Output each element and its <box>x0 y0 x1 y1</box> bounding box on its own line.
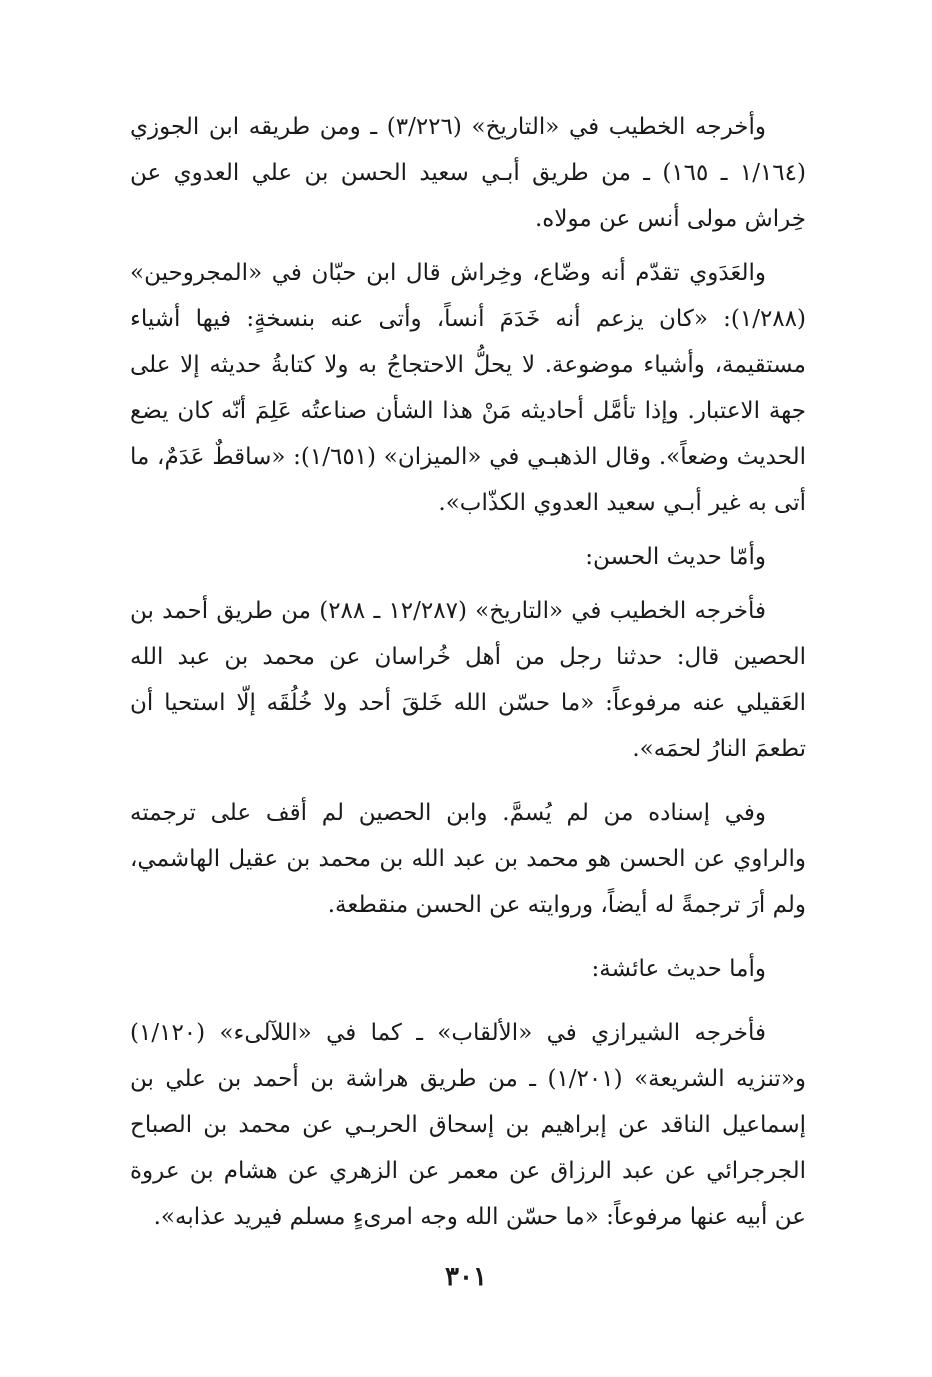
heading-hadith-al-hasan: وأمّا حديث الحسن: <box>585 544 766 570</box>
paragraph-adawi-khirash: والعَدَوي تقدّم أنه وضّاع، وخِراش قال ابن حبّان في «المجروحين» (١/٢٨٨): «كان يزعم أنه خَدَمَ أنساً، وأتى عنه بنسخةٍ: فيها أشياء مستقيمة، وأشياء موضوعة. لا يحلُّ الاحتجاجُ به ولا كتابةُ حديثه إلا على جهة الاعتبار. وإذا تأمَّل أحاديثه مَنْ هذا الشأن صناعتُه عَلِمَ أنّه كان يضع الحديث وضعاً». وقال الذهبـي في «الميزان» (١/٦٥١): «ساقطٌ عَدَمٌ، ما أتى به غير أبـي سعيد العدوي الكذّاب». <box>130 260 806 516</box>
paragraph-hasan-isnad: وفي إسناده من لم يُسمَّ. وابن الحصين لم أقف على ترجمته والراوي عن الحسن هو محمد بن عبد الله بن محمد بن عقيل الهاشمي، ولم أرَ ترجمةً له أيضاً، وروايته عن الحسن منقطعة. <box>130 800 806 918</box>
page-number: ٣٠١ <box>445 1262 487 1292</box>
heading-hadith-aisha: وأما حديث عائشة: <box>591 956 766 982</box>
page-body <box>130 104 806 1240</box>
paragraph-hasan-takhrij: فأخرجه الخطيب في «التاريخ» (١٢/٢٨٧ ـ ٢٨٨) من طريق أحمد بن الحصين قال: حدثنا رجل من أهل خُراسان عن محمد بن عبد الله العَقيلي عنه مرفوعاً: «ما حسّن الله خَلقَ أحد ولا خُلُقَه إلّا استحيا أن تطعمَ النارُ لحمَه». <box>130 598 806 762</box>
paragraph-aisha-takhrij: فأخرجه الشيرازي في «الألقاب» ـ كما في «اللآلىء» (١/١٢٠) و«تنزيه الشريعة» (١/٢٠١) ـ من طريق هراشة بن أحمد بن علي بن إسماعيل الناقد عن إبراهيم بن إسحاق الحربـي عن محمد بن الصباح الجرجرائي عن عبد الرزاق عن معمر عن الزهري عن هشام بن عروة عن أبيه عنها مرفوعاً: «ما حسّن الله وجه امرىءٍ مسلم فيريد عذابه». <box>130 1020 807 1230</box>
paragraph-khatib-tarikh: وأخرجه الخطيب في «التاريخ» (٣/٢٢٦) ـ ومن طريقه ابن الجوزي (١/١٦٤ ـ ١٦٥) ـ من طريق أبـي سعيد الحسن بن علي العدوي عن خِراش مولى أنس عن مولاه. <box>130 114 806 232</box>
